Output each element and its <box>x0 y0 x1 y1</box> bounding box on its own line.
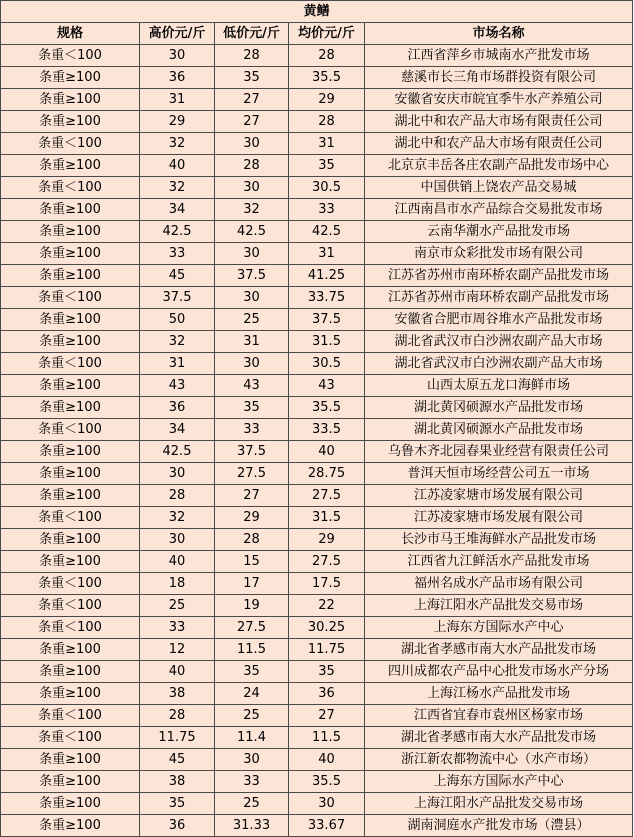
cell-market-name[interactable]: 安徽省安庆市皖宜季牛水产养殖公司 <box>365 89 633 111</box>
cell-market-name[interactable]: 云南华潮水产品批发市场 <box>365 221 633 243</box>
cell-low-price[interactable]: 31.33 <box>215 815 289 837</box>
cell-market-name[interactable]: 山西太原五龙口海鲜市场 <box>365 375 633 397</box>
table-row <box>1 661 633 683</box>
cell-low-price[interactable]: 31 <box>215 331 289 353</box>
cell-avg-price[interactable]: 40 <box>289 441 365 463</box>
table-row <box>1 89 633 111</box>
cell-spec[interactable]: 条重≥100 <box>1 199 140 221</box>
cell-market-name[interactable]: 江西省九江鲜活水产品批发市场 <box>365 551 633 573</box>
table-row <box>1 419 633 441</box>
table-row <box>1 507 633 529</box>
cell-low-price[interactable]: 28 <box>215 45 289 67</box>
table-row <box>1 221 633 243</box>
cell-high-price[interactable]: 33 <box>140 243 215 265</box>
cell-high-price[interactable]: 32 <box>140 331 215 353</box>
cell-low-price[interactable]: 37.5 <box>215 441 289 463</box>
table-row <box>1 793 633 815</box>
cell-low-price[interactable]: 33 <box>215 771 289 793</box>
header-spec[interactable] <box>1 23 140 45</box>
cell-high-price[interactable]: 30 <box>140 45 215 67</box>
cell-avg-price[interactable]: 29 <box>289 89 365 111</box>
table-row <box>1 815 633 837</box>
header-avg-price[interactable] <box>289 23 365 45</box>
cell-low-price[interactable]: 30 <box>215 287 289 309</box>
cell-market-name[interactable]: 浙江新农都物流中心（水产市场） <box>365 749 633 771</box>
cell-low-price[interactable]: 30 <box>215 353 289 375</box>
cell-spec[interactable]: 条重≥100 <box>1 309 140 331</box>
cell-high-price[interactable]: 18 <box>140 573 215 595</box>
cell-market-name[interactable]: 江苏省苏州市南环桥农副产品批发市场 <box>365 265 633 287</box>
table-row <box>1 331 633 353</box>
cell-high-price[interactable]: 12 <box>140 639 215 661</box>
cell-spec[interactable]: 条重≥100 <box>1 221 140 243</box>
cell-market-name[interactable]: 湖南洞庭水产批发市场（澧县） <box>365 815 633 837</box>
cell-high-price[interactable]: 34 <box>140 419 215 441</box>
cell-low-price[interactable]: 37.5 <box>215 265 289 287</box>
header-high-price[interactable] <box>140 23 215 45</box>
cell-market-name[interactable]: 上海东方国际水产中心 <box>365 617 633 639</box>
cell-market-name[interactable]: 中国供销上饶农产品交易城 <box>365 177 633 199</box>
cell-spec[interactable]: 条重≥100 <box>1 683 140 705</box>
cell-high-price[interactable]: 36 <box>140 815 215 837</box>
table-row <box>1 155 633 177</box>
cell-high-price[interactable]: 33 <box>140 617 215 639</box>
cell-avg-price[interactable]: 35.5 <box>289 67 365 89</box>
cell-low-price[interactable]: 27.5 <box>215 463 289 485</box>
cell-avg-price[interactable]: 27.5 <box>289 485 365 507</box>
cell-spec[interactable]: 条重≥100 <box>1 815 140 837</box>
cell-spec[interactable]: 条重≥100 <box>1 265 140 287</box>
cell-high-price[interactable]: 36 <box>140 397 215 419</box>
cell-low-price[interactable]: 24 <box>215 683 289 705</box>
header-row <box>1 23 633 45</box>
cell-avg-price[interactable]: 22 <box>289 595 365 617</box>
cell-avg-price[interactable]: 35.5 <box>289 397 365 419</box>
cell-spec[interactable]: 条重＜100 <box>1 133 140 155</box>
cell-spec[interactable]: 条重≥100 <box>1 529 140 551</box>
cell-market-name[interactable]: 江苏凌家塘市场发展有限公司 <box>365 507 633 529</box>
cell-high-price[interactable]: 32 <box>140 177 215 199</box>
cell-spec[interactable]: 条重＜100 <box>1 727 140 749</box>
cell-spec[interactable]: 条重≥100 <box>1 463 140 485</box>
table-row <box>1 551 633 573</box>
cell-market-name[interactable]: 湖北黄冈硕源水产品批发市场 <box>365 397 633 419</box>
header-market-label: 市场名称 <box>472 26 525 41</box>
cell-avg-price[interactable]: 31.5 <box>289 331 365 353</box>
cell-high-price[interactable]: 30 <box>140 463 215 485</box>
cell-market-name[interactable]: 江苏凌家塘市场发展有限公司 <box>365 485 633 507</box>
cell-high-price[interactable]: 32 <box>140 507 215 529</box>
cell-avg-price[interactable]: 31 <box>289 133 365 155</box>
cell-market-name[interactable]: 湖北省孝感市南大水产品批发市场 <box>365 639 633 661</box>
table-row <box>1 485 633 507</box>
header-avg-unit: 元/斤 <box>324 26 355 41</box>
cell-low-price[interactable]: 11.5 <box>215 639 289 661</box>
cell-market-name[interactable]: 四川成都农产品中心批发市场水产分场 <box>365 661 633 683</box>
cell-high-price[interactable]: 31 <box>140 89 215 111</box>
cell-spec[interactable]: 条重＜100 <box>1 705 140 727</box>
header-low-price[interactable] <box>215 23 289 45</box>
cell-spec[interactable]: 条重＜100 <box>1 617 140 639</box>
cell-avg-price[interactable]: 41.25 <box>289 265 365 287</box>
cell-spec[interactable]: 条重＜100 <box>1 353 140 375</box>
cell-spec[interactable]: 条重≥100 <box>1 243 140 265</box>
table-row <box>1 309 633 331</box>
cell-avg-price[interactable]: 35.5 <box>289 771 365 793</box>
cell-avg-price[interactable]: 29 <box>289 529 365 551</box>
cell-low-price[interactable]: 35 <box>215 661 289 683</box>
cell-high-price[interactable]: 42.5 <box>140 441 215 463</box>
cell-market-name[interactable]: 上海江阳水产品批发交易市场 <box>365 595 633 617</box>
header-market[interactable] <box>365 23 633 45</box>
cell-high-price[interactable]: 28 <box>140 485 215 507</box>
cell-low-price[interactable]: 27 <box>215 89 289 111</box>
cell-spec[interactable]: 条重≥100 <box>1 551 140 573</box>
table-row <box>1 67 633 89</box>
cell-spec[interactable]: 条重≥100 <box>1 771 140 793</box>
cell-spec[interactable]: 条重≥100 <box>1 441 140 463</box>
cell-avg-price[interactable]: 30.5 <box>289 353 365 375</box>
table-row <box>1 441 633 463</box>
cell-low-price[interactable]: 35 <box>215 67 289 89</box>
table-row <box>1 573 633 595</box>
cell-high-price[interactable]: 29 <box>140 111 215 133</box>
cell-avg-price[interactable]: 28 <box>289 45 365 67</box>
cell-market-name[interactable]: 福州名成水产品市场有限公司 <box>365 573 633 595</box>
cell-spec[interactable]: 条重≥100 <box>1 155 140 177</box>
header-spec-label: 规格 <box>56 26 83 41</box>
cell-market-name[interactable]: 上海江杨水产品批发市场 <box>365 683 633 705</box>
cell-avg-price[interactable]: 31 <box>289 243 365 265</box>
cell-high-price[interactable]: 50 <box>140 309 215 331</box>
header-low-label: 低价 <box>223 26 250 41</box>
table-row <box>1 771 633 793</box>
cell-market-name[interactable]: 安徽省合肥市周谷堆水产品批发市场 <box>365 309 633 331</box>
cell-market-name[interactable]: 长沙市马王堆海鲜水产品批发市场 <box>365 529 633 551</box>
cell-market-name[interactable]: 上海江阳水产品批发交易市场 <box>365 793 633 815</box>
table-row <box>1 287 633 309</box>
cell-low-price[interactable]: 25 <box>215 705 289 727</box>
table-title[interactable]: 黄鳝 <box>1 1 633 23</box>
cell-avg-price[interactable]: 40 <box>289 749 365 771</box>
cell-low-price[interactable]: 30 <box>215 133 289 155</box>
table-row <box>1 529 633 551</box>
cell-high-price[interactable]: 40 <box>140 155 215 177</box>
cell-high-price[interactable]: 36 <box>140 67 215 89</box>
cell-low-price[interactable]: 29 <box>215 507 289 529</box>
cell-avg-price[interactable]: 27.5 <box>289 551 365 573</box>
cell-avg-price[interactable]: 17.5 <box>289 573 365 595</box>
cell-spec[interactable]: 条重≥100 <box>1 793 140 815</box>
cell-high-price[interactable]: 37.5 <box>140 287 215 309</box>
cell-high-price[interactable]: 42.5 <box>140 221 215 243</box>
table-row <box>1 727 633 749</box>
cell-avg-price[interactable]: 33.5 <box>289 419 365 441</box>
cell-avg-price[interactable]: 33.75 <box>289 287 365 309</box>
cell-low-price[interactable]: 11.4 <box>215 727 289 749</box>
cell-high-price[interactable]: 28 <box>140 705 215 727</box>
cell-low-price[interactable]: 33 <box>215 419 289 441</box>
cell-low-price[interactable]: 30 <box>215 749 289 771</box>
cell-high-price[interactable]: 40 <box>140 551 215 573</box>
cell-high-price[interactable]: 45 <box>140 749 215 771</box>
cell-avg-price[interactable]: 35 <box>289 155 365 177</box>
cell-avg-price[interactable]: 33 <box>289 199 365 221</box>
cell-spec[interactable]: 条重≥100 <box>1 111 140 133</box>
cell-spec[interactable]: 条重≥100 <box>1 67 140 89</box>
table-row <box>1 639 633 661</box>
cell-low-price[interactable]: 19 <box>215 595 289 617</box>
cell-spec[interactable]: 条重≥100 <box>1 485 140 507</box>
cell-spec[interactable]: 条重≥100 <box>1 397 140 419</box>
cell-spec[interactable]: 条重≥100 <box>1 749 140 771</box>
cell-high-price[interactable]: 30 <box>140 529 215 551</box>
cell-spec[interactable]: 条重＜100 <box>1 573 140 595</box>
cell-spec[interactable]: 条重＜100 <box>1 287 140 309</box>
table-row <box>1 705 633 727</box>
title-row <box>1 1 633 23</box>
cell-avg-price[interactable]: 42.5 <box>289 221 365 243</box>
table-row <box>1 133 633 155</box>
cell-low-price[interactable]: 32 <box>215 199 289 221</box>
cell-avg-price[interactable]: 11.5 <box>289 727 365 749</box>
cell-low-price[interactable]: 28 <box>215 529 289 551</box>
cell-spec[interactable]: 条重≥100 <box>1 331 140 353</box>
cell-low-price[interactable]: 43 <box>215 375 289 397</box>
header-high-unit: 元/斤 <box>174 26 206 41</box>
cell-low-price[interactable]: 30 <box>215 243 289 265</box>
cell-market-name[interactable]: 普洱天恒市场经营公司五一市场 <box>365 463 633 485</box>
cell-low-price[interactable]: 35 <box>215 397 289 419</box>
cell-avg-price[interactable]: 28.75 <box>289 463 365 485</box>
cell-high-price[interactable]: 45 <box>140 265 215 287</box>
cell-avg-price[interactable]: 37.5 <box>289 309 365 331</box>
price-table-body <box>1 1 633 837</box>
cell-low-price[interactable]: 17 <box>215 573 289 595</box>
cell-market-name[interactable]: 江苏省苏州市南环桥农副产品批发市场 <box>365 287 633 309</box>
cell-market-name[interactable]: 湖北省武汉市白沙洲农副产品大市场 <box>365 331 633 353</box>
cell-market-name[interactable]: 江西省宜春市袁州区杨家市场 <box>365 705 633 727</box>
cell-market-name[interactable]: 北京京丰岳各庄农副产品批发市场中心 <box>365 155 633 177</box>
cell-market-name[interactable]: 湖北省孝感市南大水产品批发市场 <box>365 727 633 749</box>
header-avg-label: 均价 <box>298 26 325 41</box>
cell-avg-price[interactable]: 28 <box>289 111 365 133</box>
cell-avg-price[interactable]: 27 <box>289 705 365 727</box>
cell-high-price[interactable]: 40 <box>140 661 215 683</box>
cell-spec[interactable]: 条重≥100 <box>1 375 140 397</box>
cell-high-price[interactable]: 38 <box>140 771 215 793</box>
cell-spec[interactable]: 条重≥100 <box>1 661 140 683</box>
cell-avg-price[interactable]: 36 <box>289 683 365 705</box>
cell-market-name[interactable]: 湖北中和农产品大市场有限责任公司 <box>365 133 633 155</box>
cell-spec[interactable]: 条重＜100 <box>1 45 140 67</box>
header-low-unit: 元/斤 <box>249 26 280 41</box>
cell-low-price[interactable]: 42.5 <box>215 221 289 243</box>
cell-high-price[interactable]: 31 <box>140 353 215 375</box>
cell-low-price[interactable]: 30 <box>215 177 289 199</box>
cell-avg-price[interactable]: 33.67 <box>289 815 365 837</box>
table-row <box>1 749 633 771</box>
cell-market-name[interactable]: 上海东方国际水产中心 <box>365 771 633 793</box>
table-row <box>1 353 633 375</box>
cell-low-price[interactable]: 27 <box>215 111 289 133</box>
cell-spec[interactable]: 条重＜100 <box>1 595 140 617</box>
cell-market-name[interactable]: 湖北省武汉市白沙洲农副产品大市场 <box>365 353 633 375</box>
cell-high-price[interactable]: 11.75 <box>140 727 215 749</box>
cell-avg-price[interactable]: 11.75 <box>289 639 365 661</box>
cell-high-price[interactable]: 25 <box>140 595 215 617</box>
cell-spec[interactable]: 条重＜100 <box>1 419 140 441</box>
table-row <box>1 683 633 705</box>
table-row <box>1 243 633 265</box>
cell-avg-price[interactable]: 31.5 <box>289 507 365 529</box>
cell-avg-price[interactable]: 30.25 <box>289 617 365 639</box>
cell-spec[interactable]: 条重＜100 <box>1 177 140 199</box>
header-high-label: 高价 <box>148 26 175 41</box>
cell-low-price[interactable]: 27.5 <box>215 617 289 639</box>
table-row <box>1 177 633 199</box>
cell-avg-price[interactable]: 30.5 <box>289 177 365 199</box>
table-row <box>1 397 633 419</box>
cell-low-price[interactable]: 27 <box>215 485 289 507</box>
cell-low-price[interactable]: 25 <box>215 309 289 331</box>
cell-market-name[interactable]: 江西南昌市水产品综合交易批发市场 <box>365 199 633 221</box>
cell-avg-price[interactable]: 35 <box>289 661 365 683</box>
cell-avg-price[interactable]: 30 <box>289 793 365 815</box>
table-row <box>1 199 633 221</box>
table-row <box>1 595 633 617</box>
table-row <box>1 111 633 133</box>
table-row <box>1 463 633 485</box>
cell-high-price[interactable]: 43 <box>140 375 215 397</box>
cell-high-price[interactable]: 38 <box>140 683 215 705</box>
table-row <box>1 617 633 639</box>
table-row <box>1 45 633 67</box>
cell-market-name[interactable]: 南京市众彩批发市场有限公司 <box>365 243 633 265</box>
cell-low-price[interactable]: 25 <box>215 793 289 815</box>
cell-market-name[interactable]: 湖北黄冈硕源水产品批发市场 <box>365 419 633 441</box>
cell-low-price[interactable]: 15 <box>215 551 289 573</box>
cell-market-name[interactable]: 江西省萍乡市城南水产批发市场 <box>365 45 633 67</box>
cell-market-name[interactable]: 乌鲁木齐北园春果业经营有限责任公司 <box>365 441 633 463</box>
cell-spec[interactable]: 条重≥100 <box>1 89 140 111</box>
cell-high-price[interactable]: 34 <box>140 199 215 221</box>
table-row <box>1 375 633 397</box>
cell-avg-price[interactable]: 43 <box>289 375 365 397</box>
cell-market-name[interactable]: 慈溪市长三角市场群投资有限公司 <box>365 67 633 89</box>
cell-spec[interactable]: 条重＜100 <box>1 507 140 529</box>
table-row <box>1 265 633 287</box>
cell-high-price[interactable]: 32 <box>140 133 215 155</box>
cell-market-name[interactable]: 湖北中和农产品大市场有限责任公司 <box>365 111 633 133</box>
cell-spec[interactable]: 条重≥100 <box>1 639 140 661</box>
cell-low-price[interactable]: 28 <box>215 155 289 177</box>
cell-high-price[interactable]: 35 <box>140 793 215 815</box>
